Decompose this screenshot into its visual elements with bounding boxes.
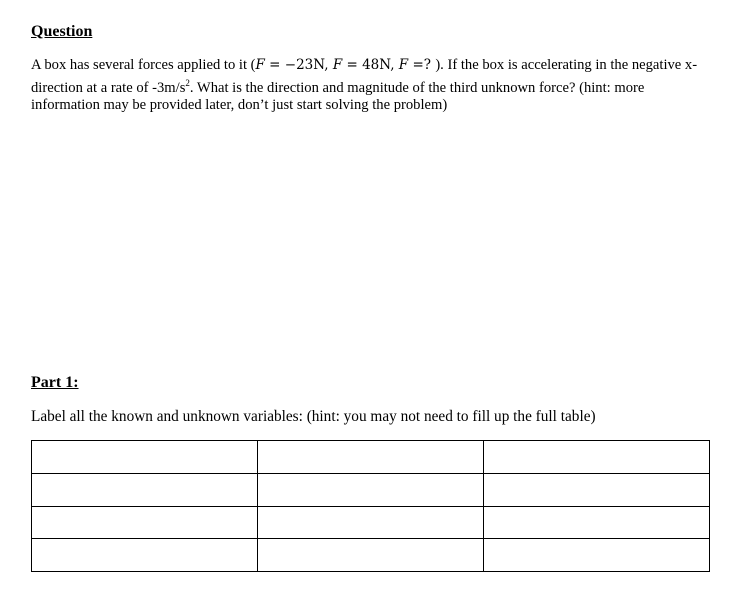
- force-2-value: = 48N,: [342, 57, 399, 73]
- table-cell[interactable]: [258, 506, 484, 539]
- table-row: [32, 506, 710, 539]
- table-cell[interactable]: [484, 506, 710, 539]
- table-cell[interactable]: [484, 473, 710, 506]
- part1-instruction: Label all the known and unknown variables: (hint: you may not need to fill up the full table): [31, 408, 596, 425]
- table-cell[interactable]: [484, 441, 710, 474]
- force-2-symbol: F: [332, 57, 343, 73]
- table-cell[interactable]: [32, 441, 258, 474]
- question-text-ask: . What is the direction and magnitude of the third unknown force? (hint: more information may be provided later, don’t just start solving the problem): [31, 79, 645, 113]
- force-3-value: =?: [408, 57, 436, 73]
- table-cell[interactable]: [32, 539, 258, 572]
- table-cell[interactable]: [32, 506, 258, 539]
- force-1-value: = −23N,: [264, 57, 333, 73]
- table-row: [32, 473, 710, 506]
- variables-table-body: [32, 441, 710, 572]
- question-text: [31, 57, 711, 114]
- variables-table: [31, 440, 710, 572]
- force-3-symbol: F: [398, 57, 409, 73]
- question-text-acceleration: ). If the box is accelerating in the negative x-direction at a rate of -3m/s: [31, 57, 698, 96]
- table-cell[interactable]: [258, 441, 484, 474]
- force-list-equation: [256, 57, 436, 73]
- table-row: [32, 539, 710, 572]
- force-1-symbol: F: [255, 57, 265, 73]
- table-cell[interactable]: [258, 539, 484, 572]
- table-cell[interactable]: [484, 539, 710, 572]
- table-row: [32, 441, 710, 474]
- acceleration-exponent: 2: [185, 77, 190, 88]
- table-cell[interactable]: [258, 473, 484, 506]
- question-heading: Question: [31, 23, 93, 40]
- table-cell[interactable]: [32, 473, 258, 506]
- part1-heading: Part 1:: [31, 374, 79, 391]
- question-text-intro: A box has several forces applied to it (: [31, 57, 256, 73]
